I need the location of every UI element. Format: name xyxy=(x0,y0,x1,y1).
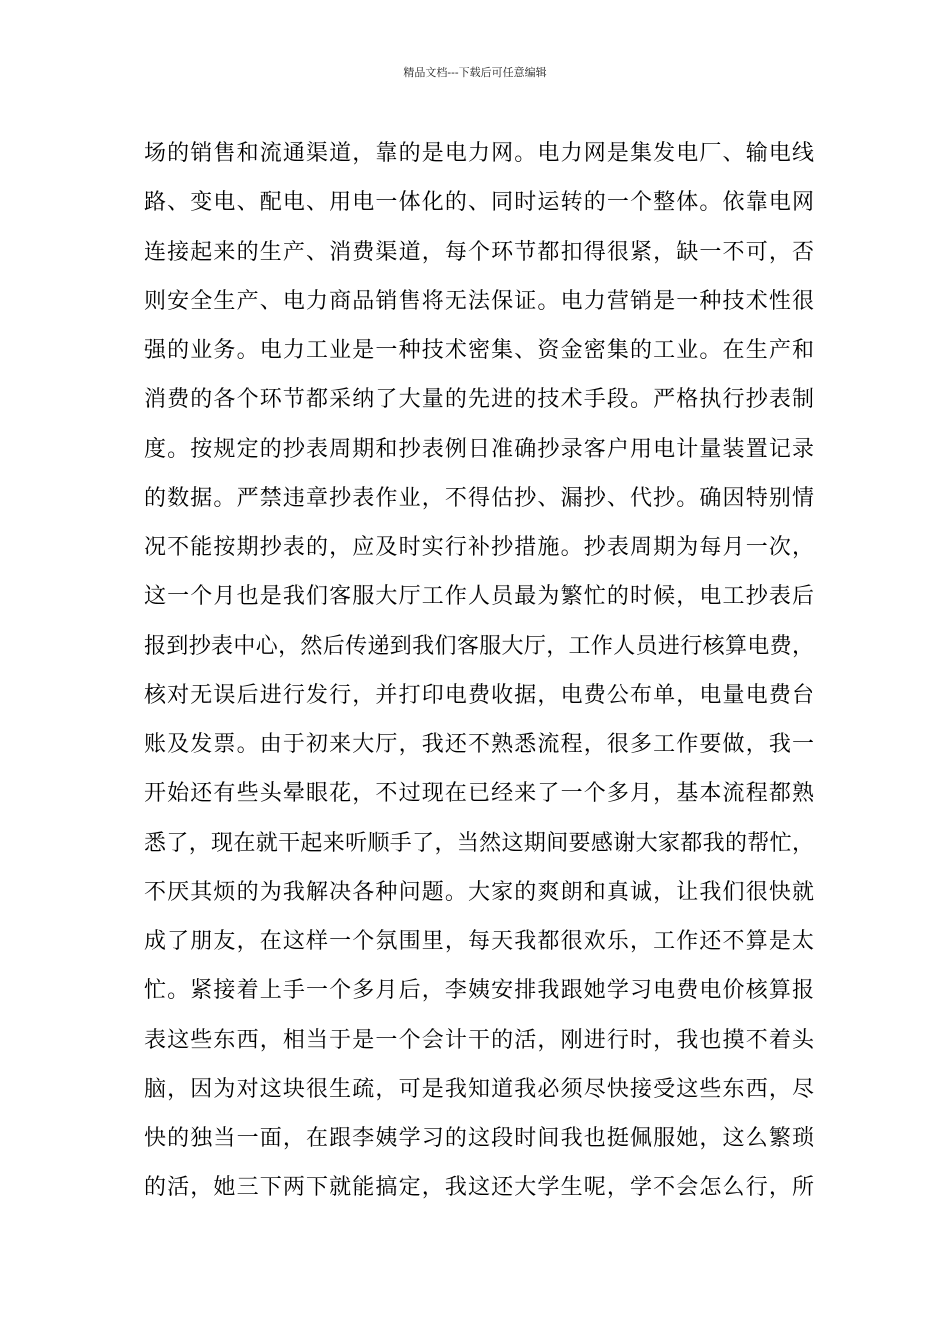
text-line: 则安全生产、电力商品销售将无法保证。电力营销是一种技术性很 xyxy=(144,288,814,314)
text-line: 脑，因为对这块很生疏，可是我知道我必须尽快接受这些东西，尽 xyxy=(144,1076,814,1102)
text-line: 表这些东西，相当于是一个会计干的活，刚进行时，我也摸不着头 xyxy=(144,1027,814,1053)
text-line: 成了朋友，在这样一个氛围里，每天我都很欢乐，工作还不算是太 xyxy=(144,929,814,954)
text-line: 账及发票。由于初来大厅，我还不熟悉流程，很多工作要做，我一 xyxy=(144,732,814,757)
text-line: 开始还有些头晕眼花，不过现在已经来了一个多月，基本流程都熟 xyxy=(144,781,814,807)
text-line: 的活，她三下两下就能搞定，我这还大学生呢，学不会怎么行，所 xyxy=(144,1175,814,1201)
text-line: 的数据。严禁违章抄表作业，不得估抄、漏抄、代抄。确因特别情 xyxy=(144,485,814,511)
text-line: 不厌其烦的为我解决各种问题。大家的爽朗和真诚，让我们很快就 xyxy=(144,879,814,905)
text-line: 强的业务。电力工业是一种技术密集、资金密集的工业。在生产和 xyxy=(144,338,814,363)
text-line: 况不能按期抄表的，应及时实行补抄措施。抄表周期为每月一次， xyxy=(144,535,814,560)
text-line: 消费的各个环节都采纳了大量的先进的技术手段。严格执行抄表制 xyxy=(144,387,814,413)
text-line: 连接起来的生产、消费渠道，每个环节都扣得很紧，缺一不可，否 xyxy=(144,239,814,265)
body-text xyxy=(144,132,814,1216)
text-line: 场的销售和流通渠道，靠的是电力网。电力网是集发电厂、输电线 xyxy=(144,141,814,166)
text-line: 忙。紧接着上手一个多月后，李姨安排我跟她学习电费电价核算报 xyxy=(144,978,814,1004)
text-line: 路、变电、配电、用电一体化的、同时运转的一个整体。依靠电网 xyxy=(144,190,814,216)
page-header: 精品文档---下载后可任意编辑 xyxy=(403,66,547,79)
text-line: 悉了，现在就干起来听顺手了，当然这期间要感谢大家都我的帮忙， xyxy=(144,830,814,856)
text-line: 这一个月也是我们客服大厅工作人员最为繁忙的时候，电工抄表后 xyxy=(144,584,814,610)
text-line: 核对无误后进行发行，并打印电费收据，电费公布单，电量电费台 xyxy=(144,682,814,708)
text-line: 报到抄表中心，然后传递到我们客服大厅，工作人员进行核算电费， xyxy=(144,633,814,659)
text-line: 度。按规定的抄表周期和抄表例日准确抄录客户用电计量装置记录 xyxy=(144,436,814,462)
text-line: 快的独当一面，在跟李姨学习的这段时间我也挺佩服她，这么繁琐 xyxy=(144,1126,814,1151)
